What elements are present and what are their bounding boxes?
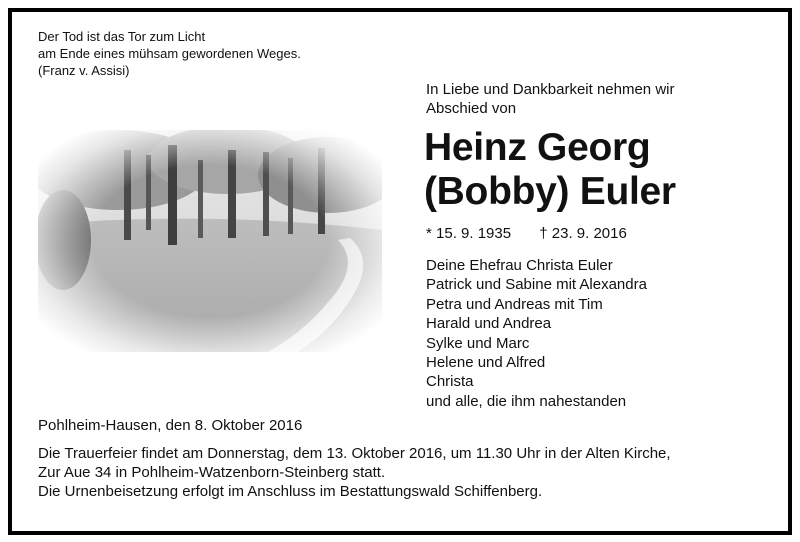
mourner-line: Patrick und Sabine mit Alexandra [426,276,647,294]
quote-line-1: Der Tod ist das Tor zum Licht [38,29,206,44]
place-and-date: Pohlheim-Hausen, den 8. Oktober 2016 [38,417,303,434]
farewell-intro [426,80,674,118]
intro-line-2: Abschied von [426,100,517,117]
mourner-line: Helene und Alfred [426,354,546,372]
quote-author: (Franz v. Assisi) [38,63,130,78]
ceremony-line-3: Die Urnenbeisetzung erfolgt im Anschluss im Bestattungswald Schiffenberg. [38,483,543,500]
quote-line-2: am Ende eines mühsam gewordenen Weges. [38,46,301,61]
ceremony-line-2: Zur Aue 34 in Pohlheim-Watzenborn-Steinberg statt. [38,464,386,481]
ceremony-line-1: Die Trauerfeier findet am Donnerstag, dem 13. Oktober 2016, um 11.30 Uhr in der Alten Kirche, [38,445,671,462]
park-photo [38,130,382,352]
mourner-line: und alle, die ihm nahestanden [426,392,627,410]
ceremony-info [38,444,671,501]
life-dates [426,224,627,243]
name-line-2: (Bobby) Euler [424,170,676,213]
mourner-line: Deine Ehefrau Christa Euler [426,257,613,274]
quote-block [38,28,301,79]
mourners-list [426,256,647,411]
deceased-name [424,126,676,214]
death-date: † 23. 9. 2016 [539,225,627,242]
birth-date: * 15. 9. 1935 [426,225,512,242]
name-line-1: Heinz Georg [424,126,651,169]
intro-line-1: In Liebe und Dankbarkeit nehmen wir [426,81,675,98]
mourner-line: Sylke und Marc [426,334,530,352]
mourner-line: Petra und Andreas mit Tim [426,295,603,313]
mourner-line: Christa [426,373,474,391]
mourner-line: Harald und Andrea [426,315,552,333]
